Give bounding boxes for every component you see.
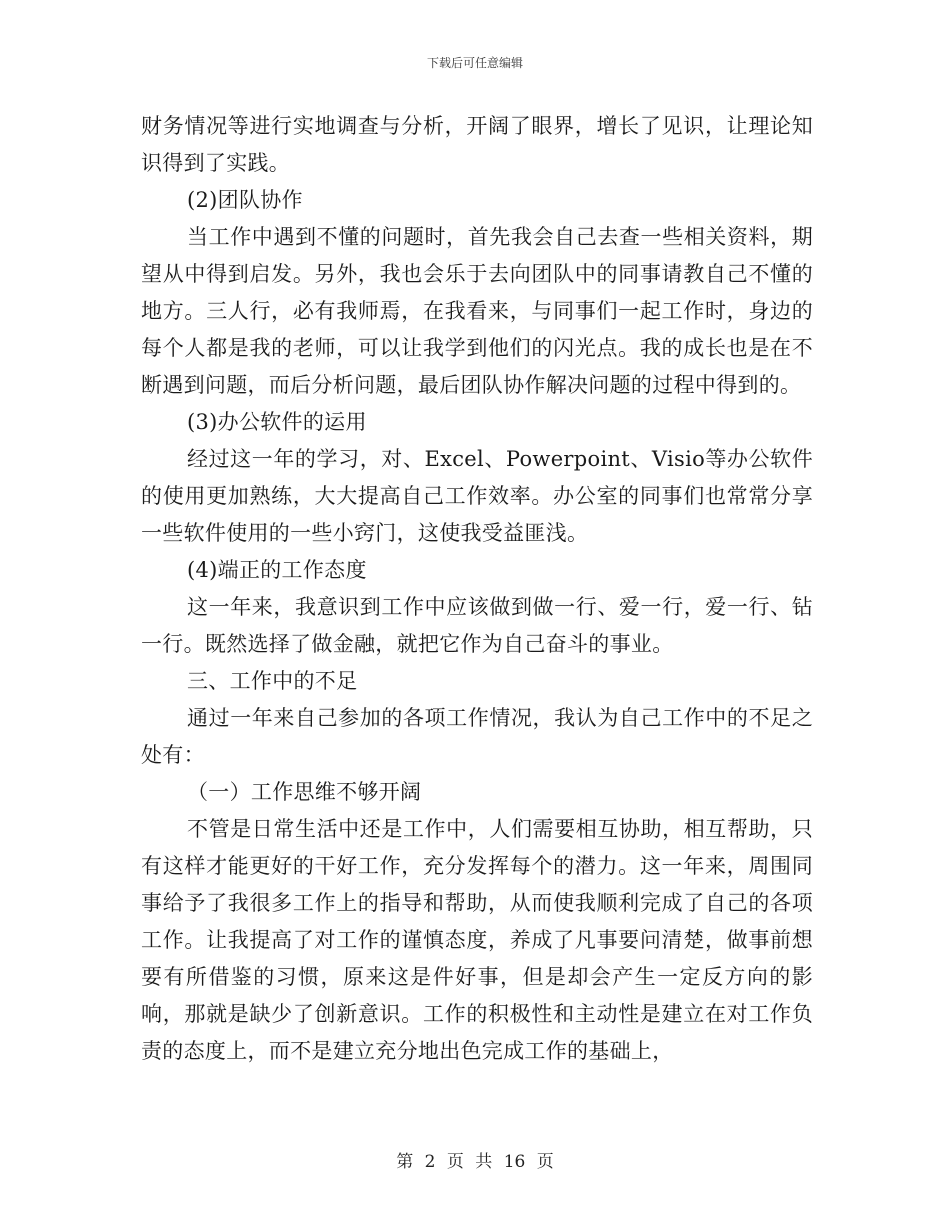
section-heading-work-attitude: (4)端正的工作态度 — [187, 558, 367, 582]
page-header: 下载后可任意编辑 — [426, 56, 523, 70]
paragraph-thinking: 不管是日常生活中还是工作中，人们需要相互协助，相互帮助，只有这样才能更好的干好工作，充分发挥每个的潜力。这一年来，周围同事给予了我很多工作上的指导和帮助，从而使我顺利完成了自己的各项工作。让我提高了对工作的谨慎态度，养成了凡事要问清楚，做事前想要有所借鉴的习惯，原来这是件好事，但是却会产生一定反方向的影响，那就是缺少了创新意识。工作的积极性和主动性是建立在对工作负责的态度上，而不是建立充分地出色完成工作的基础上， — [141, 817, 813, 1063]
subheading-thinking: （一）工作思维不够开阔 — [187, 780, 422, 804]
document-body — [141, 108, 813, 1070]
page-number-footer: 第 2 页 共 16 页 — [396, 1152, 554, 1172]
paragraph-teamwork: 当工作中遇到不懂的问题时，首先我会自己去查一些相关资料，期望从中得到启发。另外，我也会乐于去向团队中的同事请教自己不懂的地方。三人行，必有我师焉，在我看来，与同事们一起工作时，身边的每个人都是我的老师，可以让我学到他们的闪光点。我的成长也是在不断遇到问题，而后分析问题，最后团队协作解决问题的过程中得到的。 — [141, 225, 813, 397]
paragraph-office-software: 经过这一年的学习，对、Excel、Powerpoint、Visio等办公软件的使用更加熟练，大大提高自己工作效率。办公室的同事们也常常分享一些软件使用的一些小窍门，这使我受益匪浅。 — [141, 447, 813, 545]
paragraph-1: 财务情况等进行实地调查与分析，开阔了眼界，增长了见识，让理论知识得到了实践。 — [141, 114, 813, 175]
section-heading-teamwork: (2)团队协作 — [187, 188, 303, 212]
section-heading-shortcomings: 三、工作中的不足 — [187, 669, 358, 693]
section-heading-office-software: (3)办公软件的运用 — [187, 410, 367, 434]
paragraph-work-attitude: 这一年来，我意识到工作中应该做到做一行、爱一行，爱一行、钻一行。既然选择了做金融，就把它作为自己奋斗的事业。 — [141, 595, 813, 656]
paragraph-shortcomings-intro: 通过一年来自己参加的各项工作情况，我认为自己工作中的不足之处有： — [141, 706, 813, 767]
